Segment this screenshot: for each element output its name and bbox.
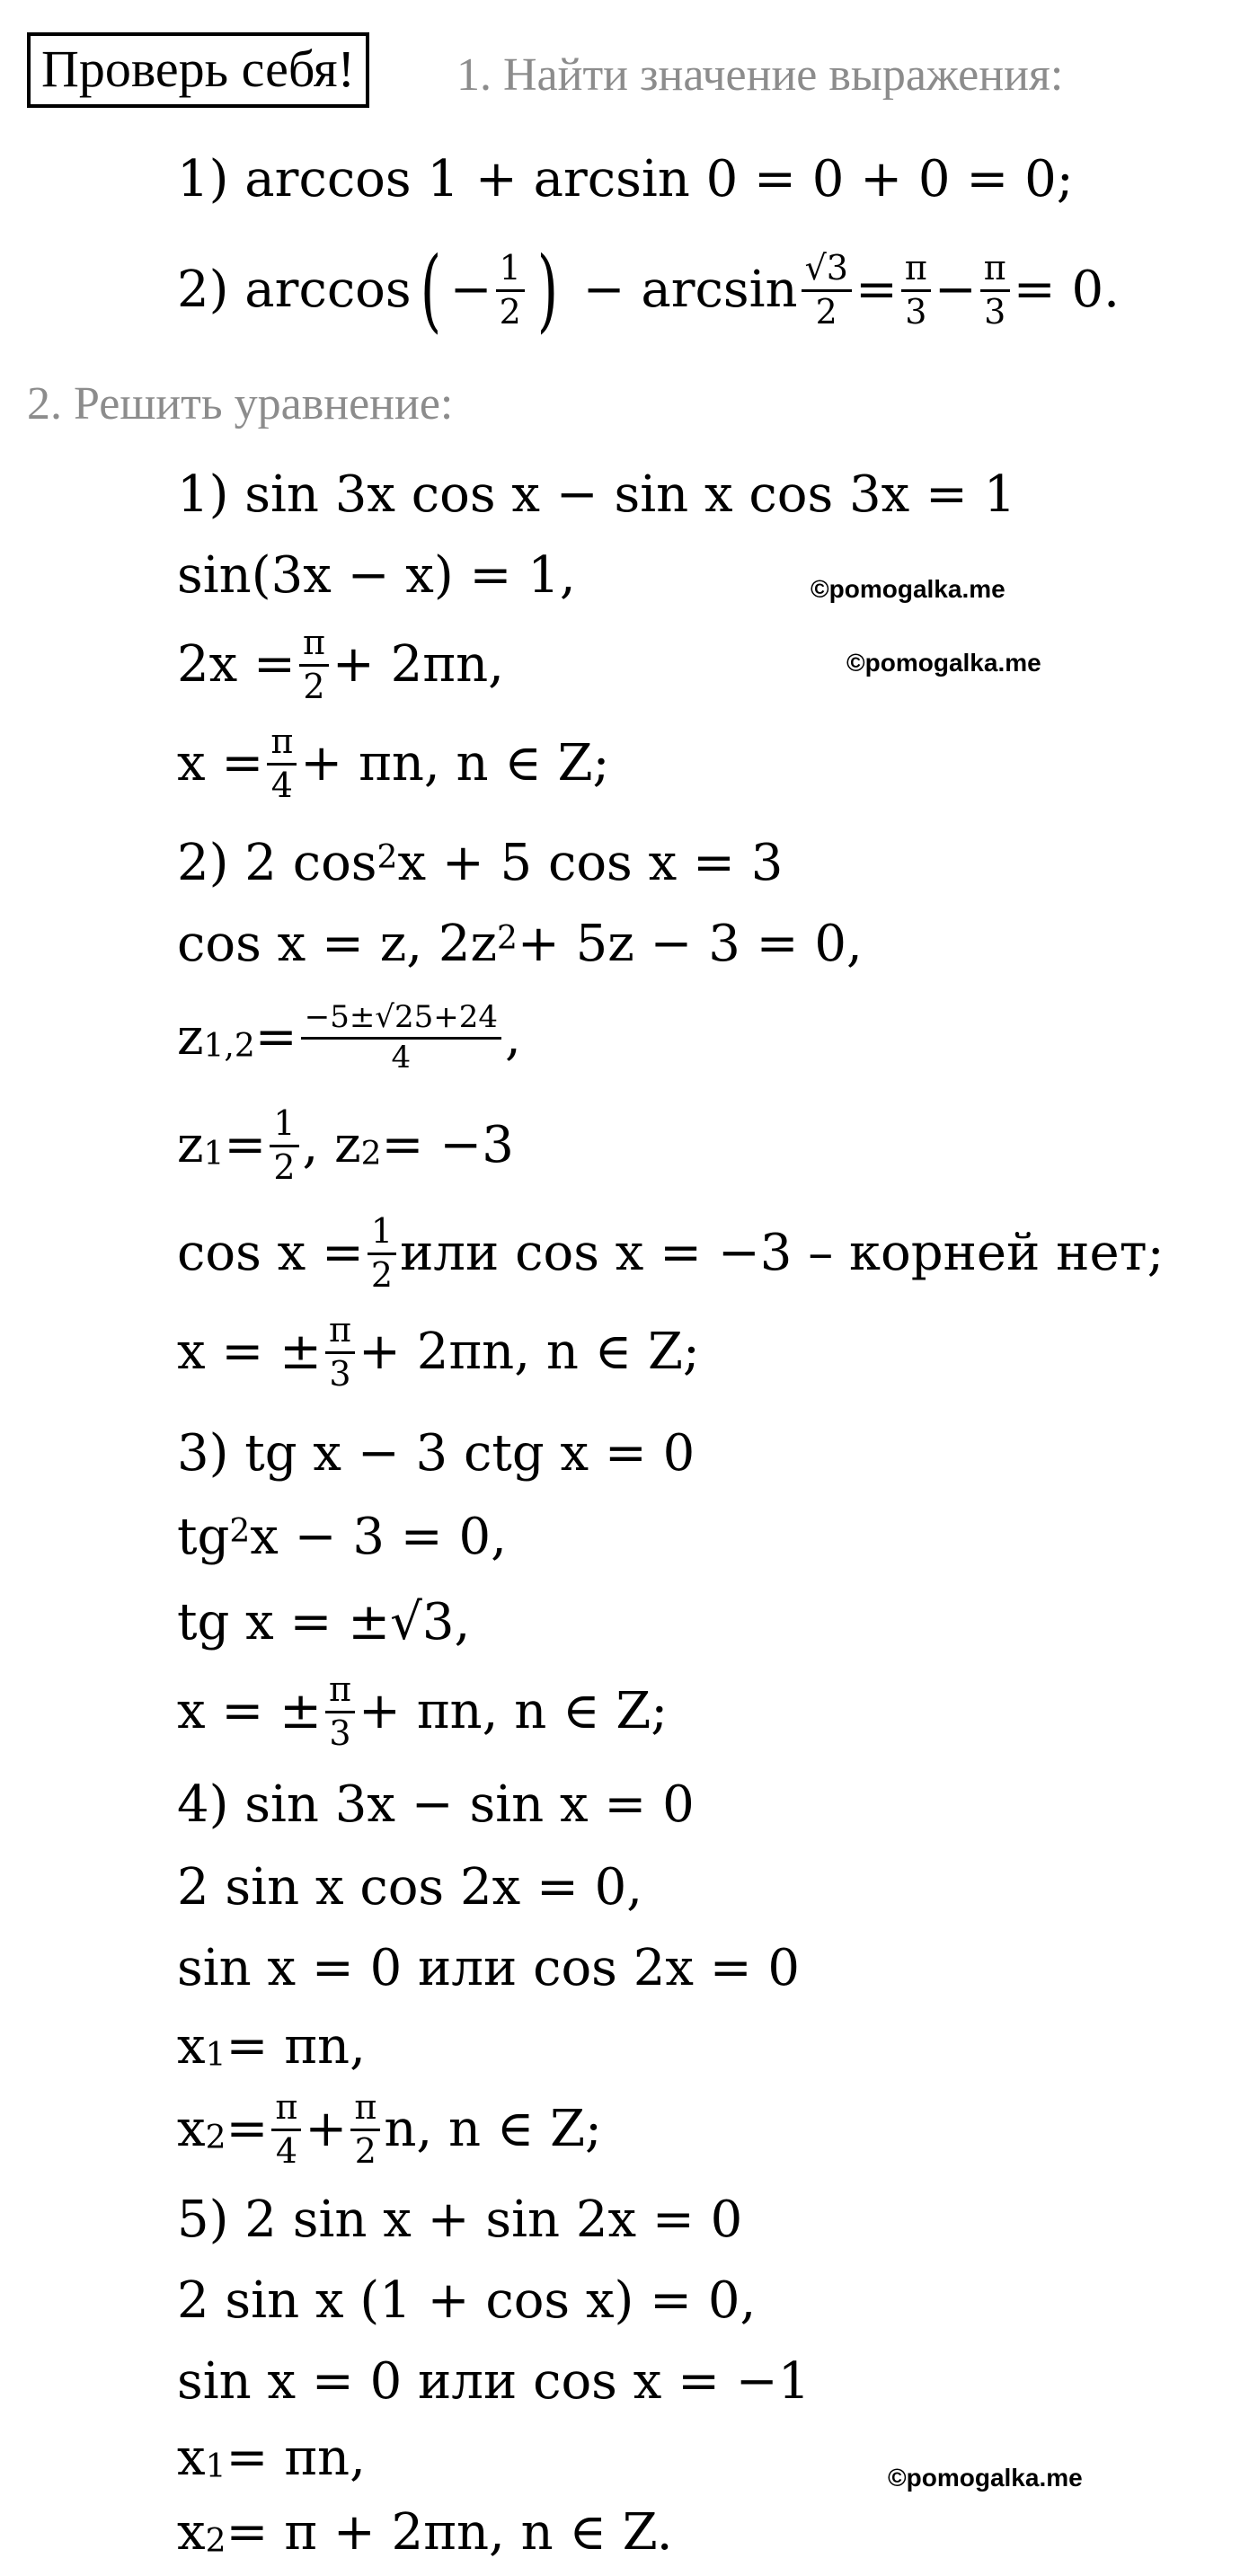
fraction-pi-over-2 (299, 622, 329, 706)
p2-l4-z: z (177, 1116, 204, 1174)
p2-head: 2) 2 cos $^2$ x + 5 cos x = 3 (177, 834, 784, 892)
task1-l1-text: arccos 1 + arcsin 0 = 0 + 0 = 0; (244, 150, 1074, 208)
p2-l3-comma: , (505, 1008, 521, 1067)
fraction-quadratic-roots (301, 998, 501, 1076)
p2-line2: cos x = z, 2z $^2$ + 5z − 3 = 0, (177, 915, 863, 973)
fraction-pi-over-3-d (325, 1669, 355, 1753)
p4-l3-text: sin x = 0 или cos 2x = 0 (177, 1939, 801, 1997)
frac-num: π (267, 724, 297, 766)
p1-l4-lhs: x = (177, 734, 264, 792)
frac-num: π (901, 251, 931, 292)
task1-l2-minus: − (449, 261, 492, 319)
watermark-1: ©pomogalka.me (811, 575, 1006, 603)
p4-line5: x $_2$ = $\frac{\pi}{4}$ + $\frac{\pi}{2}$ n, n ∈ Z; (177, 2086, 602, 2171)
p2-head-a: 2) 2 cos (177, 834, 377, 892)
p2-l4-eq: = (224, 1116, 267, 1174)
p2-head-b: x + 5 cos x = 3 (397, 834, 784, 892)
fraction-one-half-c (368, 1210, 396, 1295)
frac-den: 4 (270, 765, 293, 805)
p2-line6 (177, 1307, 700, 1397)
frac-num: π (271, 2090, 301, 2131)
fraction-pi-over-3-b (980, 247, 1010, 332)
p4-head-text: 4) sin 3x − sin x = 0 (177, 1775, 695, 1834)
frac-num: π (325, 1672, 355, 1713)
watermark-3: ©pomogalka.me (888, 2464, 1083, 2492)
task1-l2-arccos: arccos (244, 261, 412, 319)
p4-line3 (177, 1927, 800, 2010)
p4-l4-x: x (177, 2017, 206, 2076)
p5-line3 (177, 2341, 810, 2423)
p1-head (177, 454, 1015, 536)
p3-l4-rhs: + πn, n ∈ Z; (359, 1682, 669, 1740)
p5-line5: x $_2$ = π + 2πn, n ∈ Z. (177, 2503, 673, 2562)
task1-line1 (177, 138, 1074, 221)
p2-l6-lhs: x = ± (177, 1323, 323, 1381)
check-yourself-box: Проверь себя! (27, 32, 369, 108)
p4-l5-plus: + (305, 2100, 348, 2158)
p5-l5-x: x (177, 2503, 206, 2562)
p3-line4 (177, 1667, 668, 1757)
frac-den: 4 (275, 2130, 297, 2171)
frac-num: 1 (496, 251, 525, 292)
task1-l2-number: 2) (177, 261, 229, 319)
frac-den: 3 (984, 291, 1006, 332)
p2-line4: z $_1$ = $\frac{1}{2}$ , z $_2$ = −3 (177, 1102, 514, 1187)
p3-line2: tg $^2$ x − 3 = 0, (177, 1508, 507, 1566)
p2-l2-b: + 5z − 3 = 0, (517, 915, 863, 973)
frac-num: π (350, 2090, 380, 2131)
p2-l3-eq: = (254, 1008, 297, 1067)
task1-line2 (177, 237, 1120, 342)
right-paren: ) (536, 237, 558, 342)
p4-l5-eq: = (226, 2100, 269, 2158)
p5-l4-rhs: = πn, (226, 2429, 366, 2487)
p4-line2 (177, 1846, 642, 1929)
p5-l2-text: 2 sin x (1 + cos x) = 0, (177, 2271, 757, 2330)
p1-l3-lhs: 2x = (177, 635, 296, 694)
p1-l4-rhs: + πn, n ∈ Z; (300, 734, 610, 792)
frac-den: 2 (499, 291, 521, 332)
task1-l1-number: 1) (177, 150, 229, 208)
fraction-one-half-b (270, 1102, 298, 1187)
watermark-2: ©pomogalka.me (846, 649, 1041, 677)
p1-head-text: 1) sin 3x cos x − sin x cos 3x = 1 (177, 465, 1016, 524)
frac-den: 3 (329, 1353, 351, 1394)
frac-num: 1 (270, 1106, 298, 1147)
p3-line3 (177, 1581, 470, 1664)
p2-l6-rhs: + 2πn, n ∈ Z; (359, 1323, 700, 1381)
p4-l2-text: 2 sin x cos 2x = 0, (177, 1858, 643, 1917)
frac-den: 2 (273, 1146, 296, 1187)
p3-l3-text: tg x = ±√3, (177, 1593, 471, 1651)
task2-title: 2. Решить уравнение: (27, 378, 454, 429)
p5-l3-text: sin x = 0 или cos x = −1 (177, 2352, 811, 2411)
p5-line2 (177, 2260, 756, 2342)
fraction-pi-over-2-b (350, 2086, 380, 2171)
p1-line2 (177, 535, 576, 617)
p4-l5-x: x (177, 2100, 206, 2158)
p2-l4-b: , z (302, 1116, 361, 1174)
p4-head (177, 1764, 695, 1846)
frac-den: 2 (370, 1254, 394, 1295)
fraction-one-half (496, 247, 525, 332)
p3-head (177, 1412, 695, 1495)
fraction-pi-over-3-c (325, 1309, 355, 1394)
frac-num: π (980, 251, 1010, 292)
task1-title: 1. Найти значение выражения: (456, 49, 1064, 101)
p4-l5-rhs: n, n ∈ Z; (384, 2100, 602, 2158)
p5-head-text: 5) 2 sin x + sin 2x = 0 (177, 2191, 743, 2249)
frac-num: 1 (368, 1214, 396, 1255)
p3-head-text: 3) tg x − 3 ctg x = 0 (177, 1424, 695, 1483)
equals-sign: = (855, 261, 898, 319)
p4-l4-rhs: = πn, (226, 2017, 366, 2076)
p5-head (177, 2179, 742, 2262)
frac-den: 4 (391, 1039, 412, 1076)
p1-line3 (177, 620, 504, 710)
p3-l4-lhs: x = ± (177, 1682, 323, 1740)
left-paren: ( (420, 237, 441, 342)
frac-den: 3 (329, 1713, 351, 1753)
fraction-sqrt3-over-2 (802, 247, 852, 332)
p2-l3-z: z (177, 1008, 204, 1067)
frac-den: 2 (303, 666, 325, 706)
fraction-pi-over-3 (901, 247, 931, 332)
frac-den: 2 (354, 2130, 377, 2171)
frac-den: 2 (815, 291, 837, 332)
p3-l2-b: x − 3 = 0, (250, 1508, 507, 1566)
p4-line4: x $_1$ = πn, (177, 2017, 366, 2076)
p2-line5 (177, 1208, 1164, 1298)
p1-l3-rhs: + 2πn, (332, 635, 504, 694)
p5-l4-x: x (177, 2429, 206, 2487)
frac-den: 3 (905, 291, 927, 332)
frac-num: −5±√25+24 (301, 1002, 501, 1040)
fraction-pi-over-4-b (271, 2086, 301, 2171)
p5-l5-rhs: = π + 2πn, n ∈ Z. (226, 2503, 673, 2562)
p2-l5-rhs: или cos x = −3 – корней нет; (400, 1224, 1165, 1282)
task1-l2-result: = 0. (1013, 261, 1120, 319)
p5-line4: x $_1$ = πn, (177, 2429, 366, 2487)
frac-num: π (299, 625, 329, 667)
p1-l2-text: sin(3x − x) = 1, (177, 546, 576, 605)
p2-l2-a: cos x = z, 2z (177, 915, 497, 973)
fraction-pi-over-4 (267, 721, 297, 805)
p3-l2-a: tg (177, 1508, 230, 1566)
p2-l4-c: = −3 (381, 1116, 514, 1174)
p1-line4 (177, 719, 609, 809)
minus-sign: − (934, 261, 977, 319)
p2-l5-lhs: cos x = (177, 1224, 364, 1282)
frac-num: √3 (802, 251, 852, 292)
p2-line3: z $_{1,2}$ = $\frac{-5\pm√25+24}{4}$ , (177, 998, 521, 1076)
task1-l2-arcsin: − arcsin (582, 261, 798, 319)
frac-num: π (325, 1313, 355, 1354)
